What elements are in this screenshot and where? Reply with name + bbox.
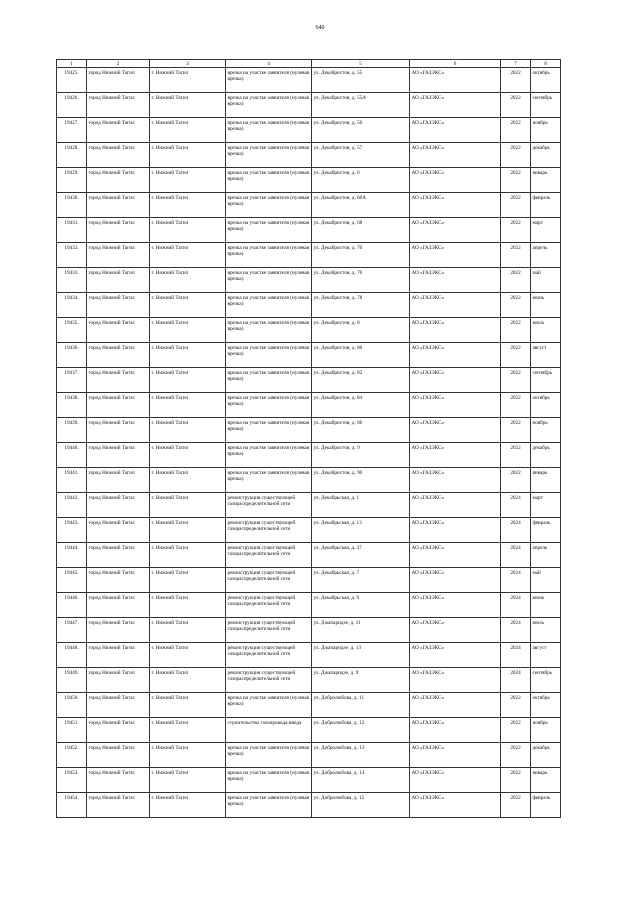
row-number-cell: 19431. <box>57 218 87 243</box>
locality-cell: г. Нижний Тагил <box>150 718 226 743</box>
organization-cell: АО «ГАЗЭКС» <box>410 518 501 543</box>
row-number-cell: 19430. <box>57 193 87 218</box>
work-type-cell: врезка на участке заявителя (нулевая врезка) <box>226 93 312 118</box>
address-cell: ул. Декабристов, д. 68 <box>312 218 410 243</box>
address-cell: ул. Добролюбова, д. 11 <box>312 693 410 718</box>
year-cell: 2022 <box>501 268 531 293</box>
work-type-cell: врезка на участке заявителя (нулевая врезка) <box>226 218 312 243</box>
row-number-cell: 19437. <box>57 368 87 393</box>
municipality-cell: город Нижний Тагил <box>87 543 150 568</box>
municipality-cell: город Нижний Тагил <box>87 118 150 143</box>
month-cell: июнь <box>531 593 561 618</box>
year-cell: 2022 <box>501 168 531 193</box>
municipality-cell: город Нижний Тагил <box>87 68 150 93</box>
municipality-cell: город Нижний Тагил <box>87 468 150 493</box>
municipality-cell: город Нижний Тагил <box>87 743 150 768</box>
work-type-cell: врезка на участке заявителя (нулевая врезка) <box>226 268 312 293</box>
work-type-cell: врезка на участке заявителя (нулевая врезка) <box>226 418 312 443</box>
organization-cell: АО «ГАЗЭКС» <box>410 68 501 93</box>
locality-cell: г. Нижний Тагил <box>150 318 226 343</box>
year-cell: 2022 <box>501 793 531 818</box>
month-cell: апрель <box>531 243 561 268</box>
locality-cell: г. Нижний Тагил <box>150 493 226 518</box>
month-cell: май <box>531 268 561 293</box>
organization-cell: АО «ГАЗЭКС» <box>410 543 501 568</box>
address-cell: ул. Добролюбова, д. 12 <box>312 718 410 743</box>
work-type-cell: врезка на участке заявителя (нулевая врезка) <box>226 168 312 193</box>
month-cell: декабрь <box>531 743 561 768</box>
year-cell: 2024 <box>501 518 531 543</box>
month-cell: апрель <box>531 543 561 568</box>
column-header: 8 <box>531 60 561 68</box>
year-cell: 2022 <box>501 343 531 368</box>
month-cell: февраль <box>531 518 561 543</box>
row-number-cell: 19441. <box>57 468 87 493</box>
organization-cell: АО «ГАЗЭКС» <box>410 668 501 693</box>
page-number: 640 <box>315 25 325 31</box>
month-cell: октябрь <box>531 393 561 418</box>
table-row <box>57 168 561 193</box>
address-cell: ул. Добролюбова, д. 14 <box>312 768 410 793</box>
year-cell: 2024 <box>501 593 531 618</box>
row-number-cell: 19447. <box>57 618 87 643</box>
work-type-cell: врезка на участке заявителя (нулевая врезка) <box>226 293 312 318</box>
year-cell: 2024 <box>501 618 531 643</box>
organization-cell: АО «ГАЗЭКС» <box>410 418 501 443</box>
address-cell: ул. Декабристов, д. 8 <box>312 318 410 343</box>
locality-cell: г. Нижний Тагил <box>150 343 226 368</box>
month-cell: январь <box>531 468 561 493</box>
organization-cell: АО «ГАЗЭКС» <box>410 293 501 318</box>
row-number-cell: 19426. <box>57 93 87 118</box>
table-row <box>57 718 561 743</box>
column-header: 7 <box>501 60 531 68</box>
locality-cell: г. Нижний Тагил <box>150 768 226 793</box>
table-row <box>57 693 561 718</box>
work-type-cell: реконструкция существующей газораспределительной сети <box>226 643 312 668</box>
column-header: 6 <box>410 60 501 68</box>
month-cell: ноябрь <box>531 118 561 143</box>
work-type-cell: врезка на участке заявителя (нулевая врезка) <box>226 468 312 493</box>
municipality-cell: город Нижний Тагил <box>87 693 150 718</box>
work-type-cell: реконструкция существующей газораспределительной сети <box>226 568 312 593</box>
row-number-cell: 19443. <box>57 518 87 543</box>
row-number-cell: 19435. <box>57 318 87 343</box>
work-type-cell: врезка на участке заявителя (нулевая врезка) <box>226 243 312 268</box>
locality-cell: г. Нижний Тагил <box>150 668 226 693</box>
table-row <box>57 768 561 793</box>
table-row <box>57 193 561 218</box>
organization-cell: АО «ГАЗЭКС» <box>410 768 501 793</box>
municipality-cell: город Нижний Тагил <box>87 293 150 318</box>
year-cell: 2022 <box>501 693 531 718</box>
organization-cell: АО «ГАЗЭКС» <box>410 643 501 668</box>
row-number-cell: 19438. <box>57 393 87 418</box>
locality-cell: г. Нижний Тагил <box>150 293 226 318</box>
row-number-cell: 19427. <box>57 118 87 143</box>
address-cell: ул. Декабристов, д. 76 <box>312 268 410 293</box>
organization-cell: АО «ГАЗЭКС» <box>410 618 501 643</box>
month-cell: февраль <box>531 193 561 218</box>
locality-cell: г. Нижний Тагил <box>150 468 226 493</box>
table-row <box>57 343 561 368</box>
organization-cell: АО «ГАЗЭКС» <box>410 468 501 493</box>
work-type-cell: реконструкция существующей газораспределительной сети <box>226 593 312 618</box>
municipality-cell: город Нижний Тагил <box>87 93 150 118</box>
table-row <box>57 118 561 143</box>
organization-cell: АО «ГАЗЭКС» <box>410 318 501 343</box>
address-cell: ул. Декабристов, д. 60А <box>312 193 410 218</box>
table-row <box>57 393 561 418</box>
organization-cell: АО «ГАЗЭКС» <box>410 93 501 118</box>
organization-cell: АО «ГАЗЭКС» <box>410 718 501 743</box>
row-number-cell: 19440. <box>57 443 87 468</box>
row-number-cell: 19439. <box>57 418 87 443</box>
municipality-cell: город Нижний Тагил <box>87 718 150 743</box>
address-cell: ул. Декабристов, д. 55 <box>312 68 410 93</box>
month-cell: декабрь <box>531 143 561 168</box>
organization-cell: АО «ГАЗЭКС» <box>410 568 501 593</box>
column-header: 5 <box>312 60 410 68</box>
month-cell: июль <box>531 618 561 643</box>
work-type-cell: врезка на участке заявителя (нулевая врезка) <box>226 743 312 768</box>
table-row <box>57 793 561 818</box>
address-cell: ул. Декабристов, д. 84 <box>312 393 410 418</box>
locality-cell: г. Нижний Тагил <box>150 93 226 118</box>
locality-cell: г. Нижний Тагил <box>150 568 226 593</box>
row-number-cell: 19448. <box>57 643 87 668</box>
column-header: 3 <box>150 60 226 68</box>
table-row <box>57 743 561 768</box>
address-cell: ул. Добролюбова, д. 13 <box>312 743 410 768</box>
row-number-cell: 19436. <box>57 343 87 368</box>
locality-cell: г. Нижний Тагил <box>150 418 226 443</box>
month-cell: октябрь <box>531 68 561 93</box>
work-type-cell: врезка на участке заявителя (нулевая врезка) <box>226 768 312 793</box>
organization-cell: АО «ГАЗЭКС» <box>410 243 501 268</box>
organization-cell: АО «ГАЗЭКС» <box>410 168 501 193</box>
work-type-cell: врезка на участке заявителя (нулевая врезка) <box>226 68 312 93</box>
locality-cell: г. Нижний Тагил <box>150 393 226 418</box>
address-cell: ул. Декабристов, д. 78 <box>312 293 410 318</box>
month-cell: сентябрь <box>531 668 561 693</box>
column-header: 2 <box>87 60 150 68</box>
work-type-cell: реконструкция существующей газораспределительной сети <box>226 543 312 568</box>
table-row <box>57 468 561 493</box>
row-number-cell: 19452. <box>57 743 87 768</box>
locality-cell: г. Нижний Тагил <box>150 518 226 543</box>
locality-cell: г. Нижний Тагил <box>150 643 226 668</box>
municipality-cell: город Нижний Тагил <box>87 618 150 643</box>
row-number-cell: 19445. <box>57 568 87 593</box>
year-cell: 2024 <box>501 493 531 518</box>
organization-cell: АО «ГАЗЭКС» <box>410 393 501 418</box>
year-cell: 2022 <box>501 93 531 118</box>
municipality-cell: город Нижний Тагил <box>87 143 150 168</box>
work-type-cell: реконструкция существующей газораспределительной сети <box>226 518 312 543</box>
year-cell: 2024 <box>501 668 531 693</box>
address-cell: ул. Джапаридзе, д. 11 <box>312 618 410 643</box>
municipality-cell: город Нижний Тагил <box>87 393 150 418</box>
table-row <box>57 93 561 118</box>
table-row <box>57 668 561 693</box>
municipality-cell: город Нижний Тагил <box>87 493 150 518</box>
organization-cell: АО «ГАЗЭКС» <box>410 493 501 518</box>
year-cell: 2022 <box>501 768 531 793</box>
year-cell: 2022 <box>501 68 531 93</box>
month-cell: август <box>531 643 561 668</box>
year-cell: 2024 <box>501 543 531 568</box>
column-header: 4 <box>226 60 312 68</box>
gas-plan-table <box>56 59 561 818</box>
address-cell: ул. Декабрьская, д. 9 <box>312 593 410 618</box>
row-number-cell: 19429. <box>57 168 87 193</box>
table-row <box>57 143 561 168</box>
table-row <box>57 243 561 268</box>
year-cell: 2022 <box>501 143 531 168</box>
work-type-cell: врезка на участке заявителя (нулевая врезка) <box>226 343 312 368</box>
month-cell: декабрь <box>531 443 561 468</box>
municipality-cell: город Нижний Тагил <box>87 643 150 668</box>
gas-plan-table-container <box>56 59 560 818</box>
year-cell: 2022 <box>501 243 531 268</box>
table-row <box>57 68 561 93</box>
year-cell: 2022 <box>501 293 531 318</box>
locality-cell: г. Нижний Тагил <box>150 218 226 243</box>
month-cell: май <box>531 568 561 593</box>
work-type-cell: врезка на участке заявителя (нулевая врезка) <box>226 143 312 168</box>
table-row <box>57 543 561 568</box>
work-type-cell: врезка на участке заявителя (нулевая врезка) <box>226 193 312 218</box>
table-row <box>57 418 561 443</box>
column-header: 1 <box>57 60 87 68</box>
table-row <box>57 268 561 293</box>
organization-cell: АО «ГАЗЭКС» <box>410 693 501 718</box>
table-row <box>57 368 561 393</box>
month-cell: июль <box>531 318 561 343</box>
address-cell: ул. Декабрьская, д. 13 <box>312 518 410 543</box>
address-cell: ул. Декабристов, д. 90 <box>312 468 410 493</box>
locality-cell: г. Нижний Тагил <box>150 68 226 93</box>
municipality-cell: город Нижний Тагил <box>87 343 150 368</box>
year-cell: 2022 <box>501 468 531 493</box>
organization-cell: АО «ГАЗЭКС» <box>410 343 501 368</box>
municipality-cell: город Нижний Тагил <box>87 443 150 468</box>
year-cell: 2022 <box>501 393 531 418</box>
table-row <box>57 618 561 643</box>
month-cell: октябрь <box>531 693 561 718</box>
column-numbers-row <box>57 60 561 68</box>
work-type-cell: строительство газопровода-ввода <box>226 718 312 743</box>
work-type-cell: врезка на участке заявителя (нулевая врезка) <box>226 693 312 718</box>
locality-cell: г. Нижний Тагил <box>150 593 226 618</box>
municipality-cell: город Нижний Тагил <box>87 268 150 293</box>
locality-cell: г. Нижний Тагил <box>150 118 226 143</box>
address-cell: ул. Декабристов, д. 80 <box>312 343 410 368</box>
year-cell: 2022 <box>501 718 531 743</box>
organization-cell: АО «ГАЗЭКС» <box>410 193 501 218</box>
work-type-cell: врезка на участке заявителя (нулевая врезка) <box>226 393 312 418</box>
work-type-cell: врезка на участке заявителя (нулевая врезка) <box>226 368 312 393</box>
table-row <box>57 293 561 318</box>
locality-cell: г. Нижний Тагил <box>150 193 226 218</box>
locality-cell: г. Нижний Тагил <box>150 693 226 718</box>
municipality-cell: город Нижний Тагил <box>87 768 150 793</box>
address-cell: ул. Декабристов, д. 6 <box>312 168 410 193</box>
year-cell: 2022 <box>501 443 531 468</box>
address-cell: ул. Декабристов, д. 9 <box>312 443 410 468</box>
row-number-cell: 19450. <box>57 693 87 718</box>
municipality-cell: город Нижний Тагил <box>87 218 150 243</box>
locality-cell: г. Нижний Тагил <box>150 268 226 293</box>
work-type-cell: врезка на участке заявителя (нулевая врезка) <box>226 118 312 143</box>
work-type-cell: врезка на участке заявителя (нулевая врезка) <box>226 318 312 343</box>
address-cell: ул. Декабристов, д. 86 <box>312 418 410 443</box>
year-cell: 2022 <box>501 418 531 443</box>
address-cell: ул. Декабристов, д. 70 <box>312 243 410 268</box>
municipality-cell: город Нижний Тагил <box>87 168 150 193</box>
year-cell: 2022 <box>501 368 531 393</box>
row-number-cell: 19434. <box>57 293 87 318</box>
locality-cell: г. Нижний Тагил <box>150 618 226 643</box>
organization-cell: АО «ГАЗЭКС» <box>410 593 501 618</box>
work-type-cell: реконструкция существующей газораспределительной сети <box>226 668 312 693</box>
address-cell: ул. Декабрьская, д. 1 <box>312 493 410 518</box>
locality-cell: г. Нижний Тагил <box>150 743 226 768</box>
table-row <box>57 443 561 468</box>
row-number-cell: 19444. <box>57 543 87 568</box>
municipality-cell: город Нижний Тагил <box>87 243 150 268</box>
locality-cell: г. Нижний Тагил <box>150 143 226 168</box>
address-cell: ул. Декабристов, д. 55А <box>312 93 410 118</box>
row-number-cell: 19451. <box>57 718 87 743</box>
table-row <box>57 643 561 668</box>
table-row <box>57 568 561 593</box>
row-number-cell: 19425. <box>57 68 87 93</box>
address-cell: ул. Джапаридзе, д. 9 <box>312 668 410 693</box>
month-cell: март <box>531 218 561 243</box>
address-cell: ул. Декабристов, д. 56 <box>312 118 410 143</box>
organization-cell: АО «ГАЗЭКС» <box>410 443 501 468</box>
month-cell: ноябрь <box>531 718 561 743</box>
year-cell: 2022 <box>501 743 531 768</box>
row-number-cell: 19432. <box>57 243 87 268</box>
locality-cell: г. Нижний Тагил <box>150 543 226 568</box>
municipality-cell: город Нижний Тагил <box>87 668 150 693</box>
month-cell: август <box>531 343 561 368</box>
locality-cell: г. Нижний Тагил <box>150 793 226 818</box>
table-row <box>57 518 561 543</box>
municipality-cell: город Нижний Тагил <box>87 418 150 443</box>
month-cell: июнь <box>531 293 561 318</box>
municipality-cell: город Нижний Тагил <box>87 368 150 393</box>
row-number-cell: 19453. <box>57 768 87 793</box>
municipality-cell: город Нижний Тагил <box>87 318 150 343</box>
year-cell: 2024 <box>501 568 531 593</box>
municipality-cell: город Нижний Тагил <box>87 518 150 543</box>
year-cell: 2022 <box>501 193 531 218</box>
address-cell: ул. Декабрьская, д. 37 <box>312 543 410 568</box>
address-cell: ул. Добролюбова, д. 15 <box>312 793 410 818</box>
municipality-cell: город Нижний Тагил <box>87 593 150 618</box>
table-body <box>57 68 561 818</box>
table-row <box>57 218 561 243</box>
table-row <box>57 318 561 343</box>
table-row <box>57 593 561 618</box>
organization-cell: АО «ГАЗЭКС» <box>410 218 501 243</box>
row-number-cell: 19446. <box>57 593 87 618</box>
locality-cell: г. Нижний Тагил <box>150 368 226 393</box>
year-cell: 2022 <box>501 318 531 343</box>
work-type-cell: врезка на участке заявителя (нулевая врезка) <box>226 793 312 818</box>
month-cell: февраль <box>531 793 561 818</box>
month-cell: ноябрь <box>531 418 561 443</box>
organization-cell: АО «ГАЗЭКС» <box>410 118 501 143</box>
organization-cell: АО «ГАЗЭКС» <box>410 268 501 293</box>
month-cell: январь <box>531 768 561 793</box>
work-type-cell: реконструкция существующей газораспределительной сети <box>226 493 312 518</box>
address-cell: ул. Джапаридзе, д. 13 <box>312 643 410 668</box>
row-number-cell: 19454. <box>57 793 87 818</box>
row-number-cell: 19428. <box>57 143 87 168</box>
year-cell: 2022 <box>501 118 531 143</box>
row-number-cell: 19433. <box>57 268 87 293</box>
organization-cell: АО «ГАЗЭКС» <box>410 368 501 393</box>
month-cell: январь <box>531 168 561 193</box>
municipality-cell: город Нижний Тагил <box>87 793 150 818</box>
month-cell: март <box>531 493 561 518</box>
municipality-cell: город Нижний Тагил <box>87 568 150 593</box>
address-cell: ул. Декабрьская, д. 7 <box>312 568 410 593</box>
locality-cell: г. Нижний Тагил <box>150 168 226 193</box>
locality-cell: г. Нижний Тагил <box>150 443 226 468</box>
month-cell: сентябрь <box>531 93 561 118</box>
locality-cell: г. Нижний Тагил <box>150 243 226 268</box>
year-cell: 2024 <box>501 643 531 668</box>
address-cell: ул. Декабристов, д. 57 <box>312 143 410 168</box>
work-type-cell: врезка на участке заявителя (нулевая врезка) <box>226 443 312 468</box>
row-number-cell: 19442. <box>57 493 87 518</box>
municipality-cell: город Нижний Тагил <box>87 193 150 218</box>
year-cell: 2022 <box>501 218 531 243</box>
organization-cell: АО «ГАЗЭКС» <box>410 793 501 818</box>
organization-cell: АО «ГАЗЭКС» <box>410 143 501 168</box>
month-cell: сентябрь <box>531 368 561 393</box>
table-row <box>57 493 561 518</box>
work-type-cell: реконструкция существующей газораспределительной сети <box>226 618 312 643</box>
address-cell: ул. Декабристов, д. 82 <box>312 368 410 393</box>
organization-cell: АО «ГАЗЭКС» <box>410 743 501 768</box>
row-number-cell: 19449. <box>57 668 87 693</box>
